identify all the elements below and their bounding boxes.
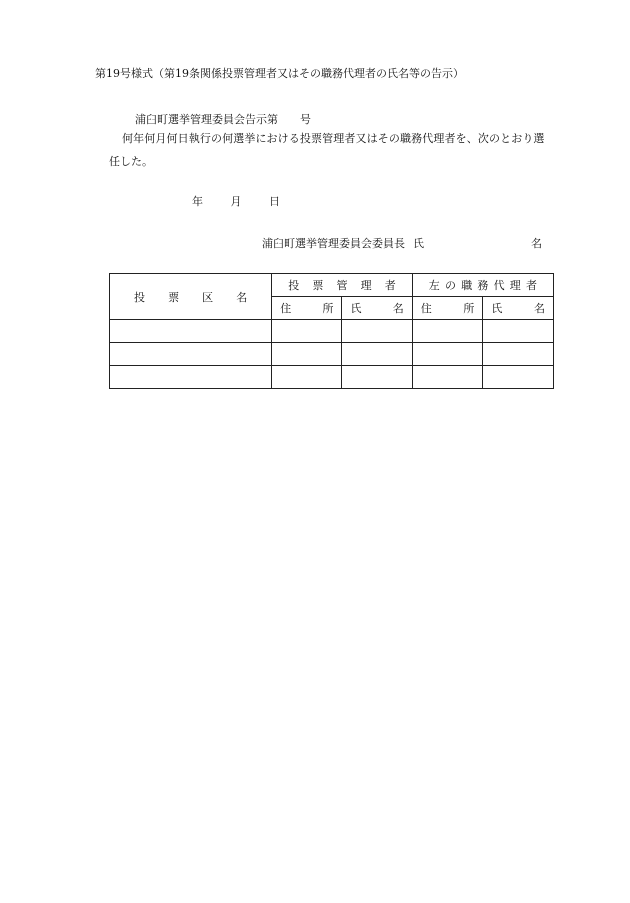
date-year-label: 年 xyxy=(192,195,203,208)
deputy-name-cell xyxy=(483,343,554,366)
date-line xyxy=(192,196,280,207)
name-label-shi: 氏 xyxy=(413,237,424,250)
notice-prefix: 浦臼町選挙管理委員会告示第 xyxy=(135,113,278,126)
notice-number xyxy=(135,114,311,125)
deputy-header xyxy=(412,274,553,297)
name-label-mei: 名 xyxy=(531,237,542,250)
manager-header xyxy=(272,274,413,297)
header-row-1 xyxy=(110,274,554,297)
manager-name-cell xyxy=(342,343,412,366)
manager-address-cell xyxy=(272,320,342,343)
manager-address-cell xyxy=(272,366,342,389)
deputy-address-header: 住 所 xyxy=(412,297,483,320)
manager-name-header: 氏 名 xyxy=(342,297,412,320)
deputy-name-cell xyxy=(483,320,554,343)
deputy-name-header: 氏 名 xyxy=(483,297,554,320)
body-text-line-1: 何年何月何日執行の何選挙における投票管理者又はその職務代理者を、次のとおり選 xyxy=(122,132,545,145)
table-row xyxy=(110,343,554,366)
table-row xyxy=(110,366,554,389)
roster-table xyxy=(109,273,554,389)
manager-address-header: 住 所 xyxy=(272,297,342,320)
signature-line xyxy=(262,238,424,249)
deputy-name-cell xyxy=(483,366,554,389)
district-cell xyxy=(110,366,272,389)
manager-header-text: 投 票 管 理 者 xyxy=(288,279,396,292)
deputy-address-cell xyxy=(412,343,483,366)
table-row xyxy=(110,320,554,343)
district-header xyxy=(110,274,272,320)
body-text-line-2: 任した。 xyxy=(109,155,153,168)
notice-suffix: 号 xyxy=(300,113,311,126)
deputy-address-cell xyxy=(412,320,483,343)
deputy-address-cell xyxy=(412,366,483,389)
form-title: 第19号様式（第19条関係投票管理者又はその職務代理者の氏名等の告示） xyxy=(95,67,464,80)
district-cell xyxy=(110,343,272,366)
manager-name-cell xyxy=(342,366,412,389)
issuer-title: 浦臼町選挙管理委員会委員長 xyxy=(262,237,405,250)
deputy-header-text: 左 の 職 務 代 理 者 xyxy=(428,279,537,292)
manager-name-cell xyxy=(342,320,412,343)
date-day-label: 日 xyxy=(269,195,280,208)
date-month-label: 月 xyxy=(230,195,242,208)
district-cell xyxy=(110,320,272,343)
manager-address-cell xyxy=(272,343,342,366)
district-header-text: 投 票 区 名 xyxy=(134,290,248,304)
